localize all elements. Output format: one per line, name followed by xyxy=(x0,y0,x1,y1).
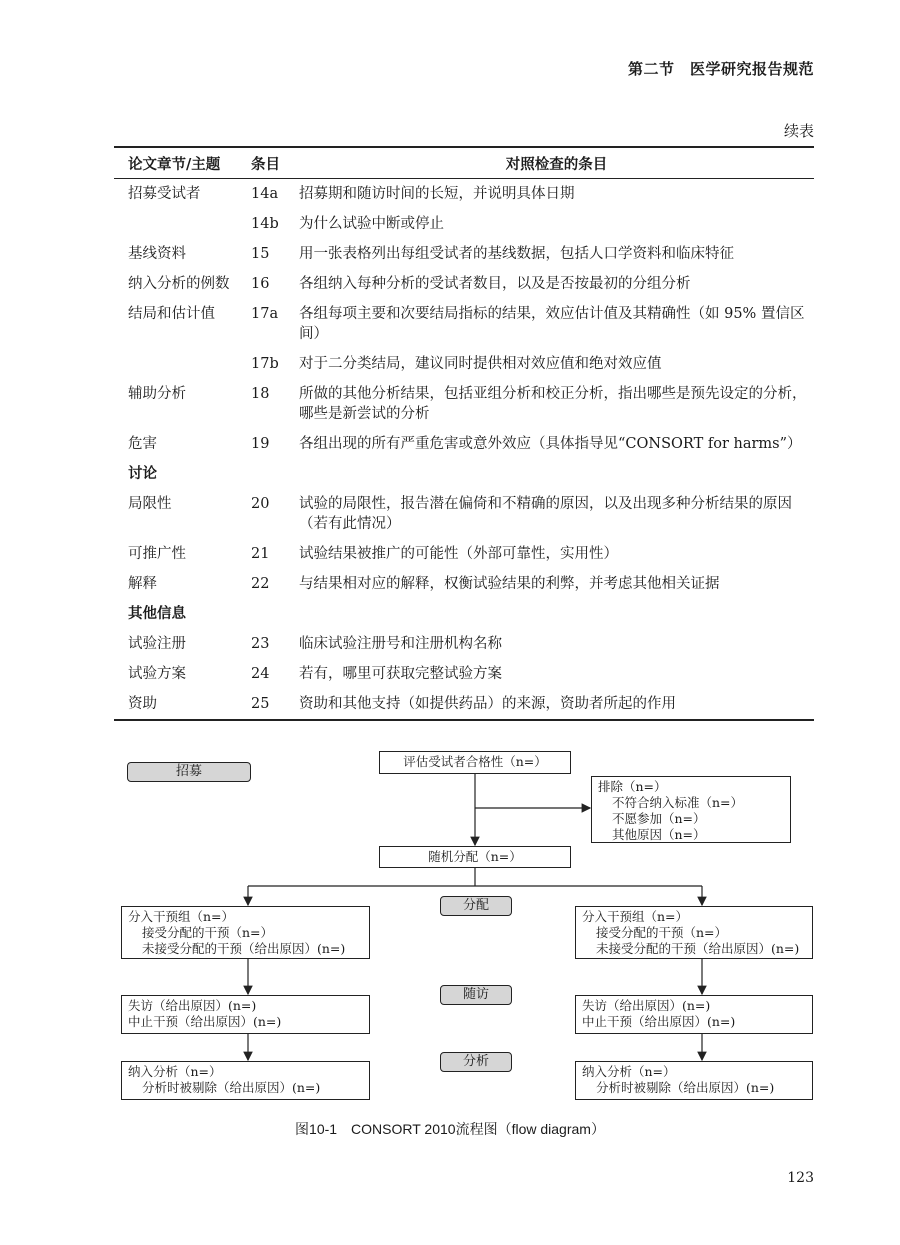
row-item: 16 xyxy=(251,276,270,292)
row-section: 招募受试者 xyxy=(128,186,201,202)
excluded-title: 排除（n=） xyxy=(598,779,667,794)
row-section: 纳入分析的例数 xyxy=(128,276,230,292)
analysis-box-right xyxy=(575,1061,813,1100)
analysed-title: 纳入分析（n=） xyxy=(582,1064,676,1079)
allocation-item: 未接受分配的干预（给出原因）(n=) xyxy=(596,941,800,956)
lost-followup: 失访（给出原因）(n=) xyxy=(128,998,257,1013)
row-text: 各组出现的所有严重危害或意外效应（具体指导见“CONSORT for harms”） xyxy=(299,436,802,452)
row-item: 14b xyxy=(251,216,279,232)
allocation-item: 接受分配的干预（n=） xyxy=(596,925,728,940)
row-text: 试验的局限性，报告潜在偏倚和不精确的原因，以及出现多种分析结果的原因（若有此情况） xyxy=(299,496,792,532)
allocation-box-right xyxy=(575,906,813,959)
row-item: 17b xyxy=(251,356,279,372)
page-number: 123 xyxy=(787,1170,814,1186)
row-section: 试验方案 xyxy=(128,666,186,682)
row-text: 招募期和随访时间的长短，并说明具体日期 xyxy=(299,186,575,202)
row-section: 危害 xyxy=(128,436,157,452)
row-text: 所做的其他分析结果，包括亚组分析和校正分析，指出哪些是预先设定的分析，哪些是新尝试的分析 xyxy=(299,386,807,422)
discontinued: 中止干预（给出原因）(n=) xyxy=(582,1014,736,1029)
row-text: 为什么试验中断或停止 xyxy=(299,216,444,232)
row-text: 若有，哪里可获取完整试验方案 xyxy=(299,666,502,682)
row-section: 试验注册 xyxy=(128,636,186,652)
section-heading: 其他信息 xyxy=(128,605,186,622)
randomized-box: 随机分配（n=） xyxy=(379,846,571,868)
row-section: 解释 xyxy=(128,576,157,592)
running-header: 第二节 医学研究报告规范 xyxy=(627,60,814,78)
excluded-item: 其他原因（n=） xyxy=(612,827,706,842)
stage-followup: 随访 xyxy=(440,985,512,1005)
allocation-title: 分入干预组（n=） xyxy=(128,909,235,924)
row-item: 19 xyxy=(251,436,270,452)
row-text: 资助和其他支持（如提供药品）的来源，资助者所起的作用 xyxy=(299,689,814,720)
excluded-item: 不符合纳入标准（n=） xyxy=(612,795,744,810)
row-section: 局限性 xyxy=(128,496,172,512)
row-item: 18 xyxy=(251,386,270,402)
row-text: 试验结果被推广的可能性（外部可靠性，实用性） xyxy=(299,546,618,562)
col-header-checklist: 对照检查的条目 xyxy=(299,147,814,179)
allocation-item: 接受分配的干预（n=） xyxy=(142,925,274,940)
row-text: 与结果相对应的解释，权衡试验结果的利弊，并考虑其他相关证据 xyxy=(299,576,720,592)
allocation-item: 未接受分配的干预（给出原因）(n=) xyxy=(142,941,346,956)
row-text: 临床试验注册号和注册机构名称 xyxy=(299,636,502,652)
row-text: 各组纳入每种分析的受试者数目，以及是否按最初的分组分析 xyxy=(299,276,691,292)
row-section: 结局和估计值 xyxy=(128,306,215,322)
row-section: 可推广性 xyxy=(128,546,186,562)
analysis-box-left xyxy=(121,1061,370,1100)
followup-box-left xyxy=(121,995,370,1034)
analysed-item: 分析时被剔除（给出原因）(n=) xyxy=(596,1080,775,1095)
excluded-box xyxy=(591,776,791,843)
lost-followup: 失访（给出原因）(n=) xyxy=(582,998,711,1013)
figure-caption: 图10-1 CONSORT 2010流程图（flow diagram） xyxy=(295,1121,605,1137)
row-section: 资助 xyxy=(114,689,251,720)
row-item: 21 xyxy=(251,546,270,562)
row-item: 25 xyxy=(251,689,299,720)
row-item: 22 xyxy=(251,576,270,592)
row-text: 各组每项主要和次要结局指标的结果，效应估计值及其精确性（如 95% 置信区间） xyxy=(299,306,805,342)
analysed-title: 纳入分析（n=） xyxy=(128,1064,222,1079)
row-item: 15 xyxy=(251,246,270,262)
row-item: 20 xyxy=(251,496,270,512)
row-item: 23 xyxy=(251,636,270,652)
allocation-box-left xyxy=(121,906,370,959)
stage-enrollment: 招募 xyxy=(127,762,251,782)
eligibility-box: 评估受试者合格性（n=） xyxy=(379,751,571,774)
row-text: 对于二分类结局，建议同时提供相对效应值和绝对效应值 xyxy=(299,356,662,372)
row-section: 基线资料 xyxy=(128,246,186,262)
row-section: 辅助分析 xyxy=(128,386,186,402)
row-text: 用一张表格列出每组受试者的基线数据，包括人口学资料和临床特征 xyxy=(299,246,734,262)
row-item: 14a xyxy=(251,186,279,202)
excluded-item: 不愿参加（n=） xyxy=(612,811,706,826)
allocation-title: 分入干预组（n=） xyxy=(582,909,689,924)
stage-analysis: 分析 xyxy=(440,1052,512,1072)
section-heading: 讨论 xyxy=(128,465,157,482)
continued-label: 续表 xyxy=(783,122,814,140)
col-header-section: 论文章节/主题 xyxy=(114,147,251,179)
col-header-item: 条目 xyxy=(251,147,299,179)
discontinued: 中止干预（给出原因）(n=) xyxy=(128,1014,282,1029)
followup-box-right xyxy=(575,995,813,1034)
stage-allocation: 分配 xyxy=(440,896,512,916)
row-item: 17a xyxy=(251,306,279,322)
row-item: 24 xyxy=(251,666,270,682)
analysed-item: 分析时被剔除（给出原因）(n=) xyxy=(142,1080,321,1095)
